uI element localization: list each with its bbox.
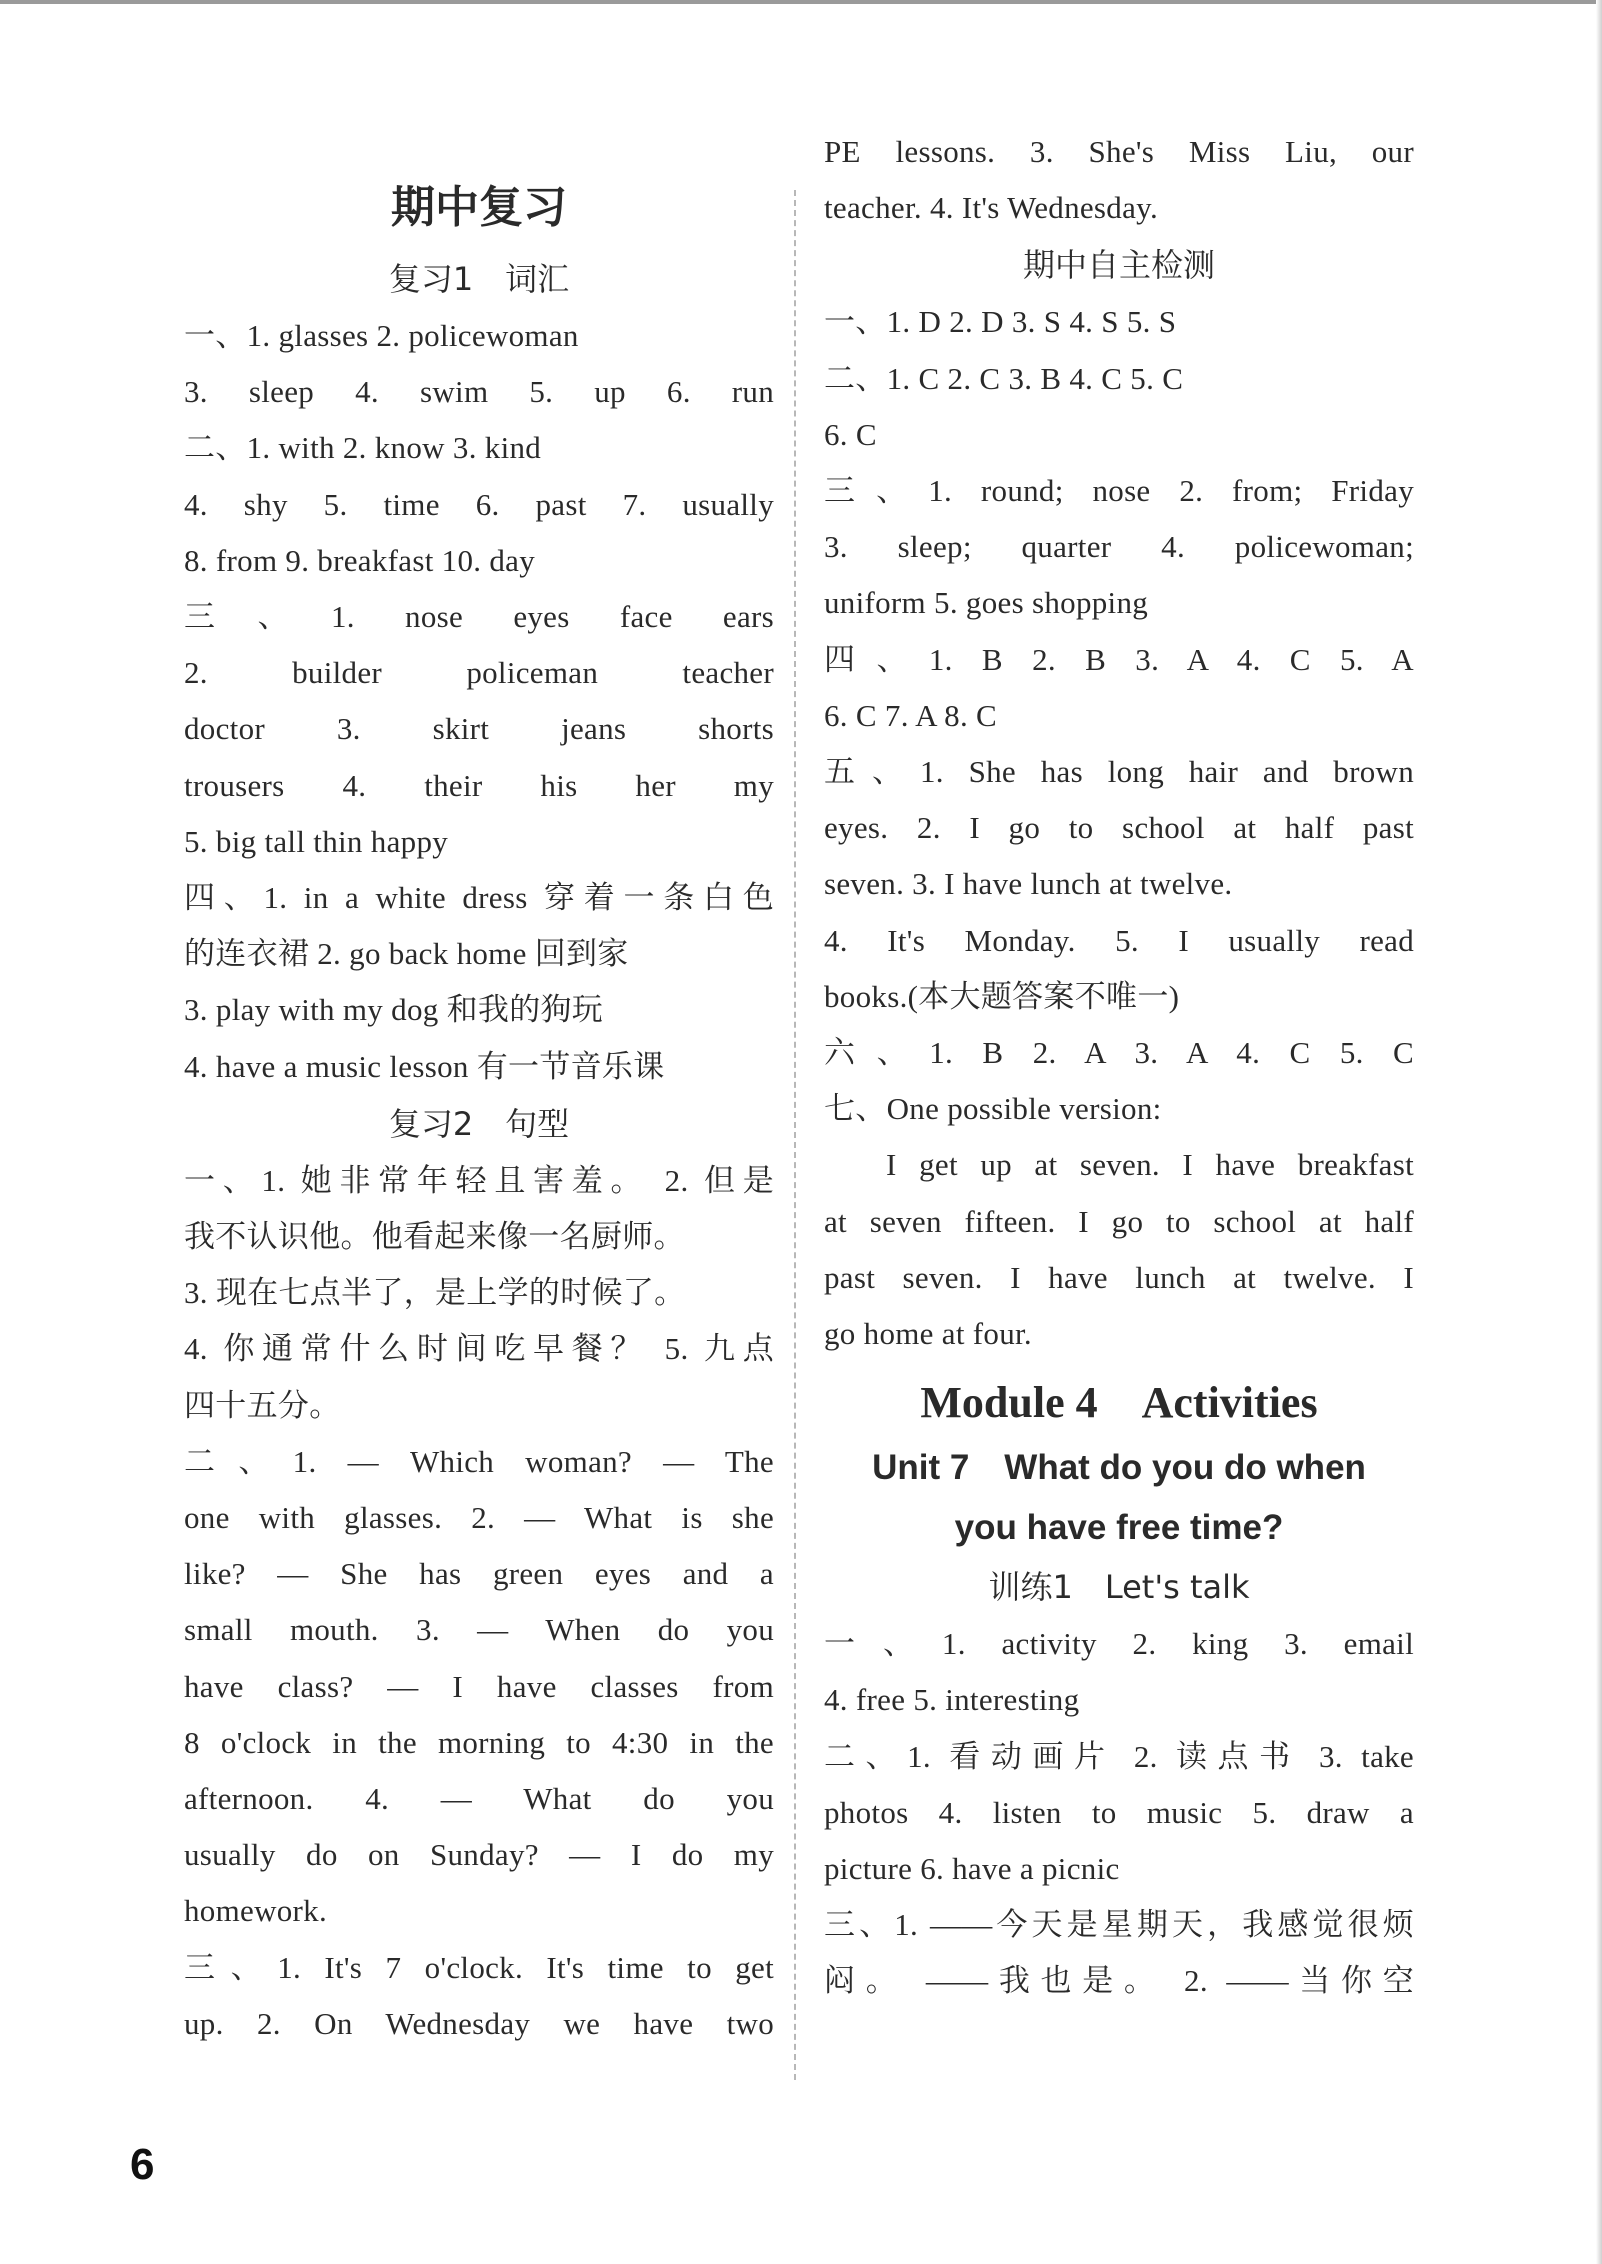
answer-line: books.(本大题答案不唯一) xyxy=(824,978,1180,1014)
essay-line: past seven. I have lunch at twelve. I xyxy=(824,1259,1414,1295)
answer-line: 一、1. activity 2. king 3. email xyxy=(824,1626,1414,1662)
answer-line: usually do on Sunday? — I do my xyxy=(184,1837,774,1873)
answer-line: PE lessons. 3. She's Miss Liu, our xyxy=(824,134,1414,169)
left-column xyxy=(184,178,774,2052)
answer-line: 三、1. ——今天是星期天，我感觉很烦 xyxy=(824,1907,1414,1943)
training-heading: 训练1 Let's talk xyxy=(988,1568,1250,1607)
review-2-answers xyxy=(184,1153,774,2052)
answer-line: one with glasses. 2. — What is she xyxy=(184,1500,774,1536)
answer-line: homework. xyxy=(184,1893,328,1929)
answer-line: photos 4. listen to music 5. draw a xyxy=(824,1794,1414,1830)
answer-line: 2. builder policeman teacher xyxy=(184,655,774,691)
answer-line: 4. shy 5. time 6. past 7. usually xyxy=(184,486,774,522)
answer-line: 8. from 9. breakfast 10. day xyxy=(184,542,536,578)
answer-line: 一、1. D 2. D 3. S 4. S 5. S xyxy=(824,304,1177,340)
review-1-heading: 复习1 词汇 xyxy=(388,260,570,298)
answer-line: small mouth. 3. — When do you xyxy=(184,1612,774,1648)
answer-line: 一、1. 她非常年轻且害羞。 2. 但是 xyxy=(184,1162,774,1198)
answer-line: 6. C xyxy=(824,416,877,452)
unit-title-line-1: Unit 7 What do you do when xyxy=(872,1448,1366,1488)
midterm-test-heading: 期中自主检测 xyxy=(1022,246,1215,285)
answer-line: 4. It's Monday. 5. I usually read xyxy=(824,922,1414,958)
answer-line: 四十五分。 xyxy=(184,1387,341,1423)
answer-line: 3. sleep; quarter 4. policewoman; xyxy=(824,529,1414,565)
answer-line: 三、1. round; nose 2. from; Friday xyxy=(824,473,1414,509)
answer-line: 5. big tall thin happy xyxy=(184,823,449,859)
essay-line: I get up at seven. I have breakfast xyxy=(886,1147,1414,1183)
section-title: 期中复习 xyxy=(391,182,567,233)
continued-answers xyxy=(824,124,1414,236)
answer-line: 3. 现在七点半了，是上学的时候了。 xyxy=(184,1275,686,1311)
module-title: Module 4 Activities xyxy=(920,1378,1318,1428)
answer-line: 二、1. with 2. know 3. kind xyxy=(184,430,542,466)
answer-line: 二、1. C 2. C 3. B 4. C 5. C xyxy=(824,360,1184,396)
answer-line: 闷。 ——我也是。 2. ——当你空 xyxy=(824,1963,1414,1999)
answer-line: 四、1. B 2. B 3. A 4. C 5. A xyxy=(824,641,1414,677)
answer-line: 的连衣裙 2. go back home 回到家 xyxy=(184,936,629,972)
essay-line: at seven fifteen. I go to school at half xyxy=(824,1203,1414,1239)
answer-line: 三、1. nose eyes face ears xyxy=(184,599,774,635)
page-right-edge xyxy=(1596,0,1602,2264)
answer-line: 6. C 7. A 8. C xyxy=(824,697,998,733)
answer-line: 五、1. She has long hair and brown xyxy=(824,754,1414,790)
answer-line: 我不认识他。他看起来像一名厨师。 xyxy=(184,1219,685,1255)
answer-line: 3. sleep 4. swim 5. up 6. run xyxy=(184,374,774,410)
answer-line: like? — She has green eyes and a xyxy=(184,1556,774,1592)
unit-title-line-2: you have free time? xyxy=(954,1508,1284,1548)
midterm-test-answers xyxy=(824,294,1414,1362)
right-column xyxy=(824,134,1414,2010)
answer-line: up. 2. On Wednesday we have two xyxy=(184,2005,774,2041)
answer-line: have class? — I have classes from xyxy=(184,1668,774,1704)
page-top-edge xyxy=(0,0,1602,4)
review-1-answers xyxy=(184,308,774,1095)
answer-line: 三、1. It's 7 o'clock. It's time to get xyxy=(184,1949,774,1985)
review-2-heading: 复习2 句型 xyxy=(388,1104,570,1143)
answer-line: eyes. 2. I go to school at half past xyxy=(824,810,1414,846)
answer-line: 二、1. — Which woman? — The xyxy=(184,1443,774,1479)
answer-line: 4. have a music lesson 有一节音乐课 xyxy=(184,1048,665,1084)
answer-line: 四、1. in a white dress 穿着一条白色 xyxy=(184,880,774,916)
answer-line: 4. 你通常什么时间吃早餐？ 5. 九点 xyxy=(184,1331,774,1367)
column-divider xyxy=(794,190,796,2080)
essay-line: go home at four. xyxy=(824,1316,1032,1352)
answer-line: uniform 5. goes shopping xyxy=(824,585,1149,621)
answer-line: 六、1. B 2. A 3. A 4. C 5. C xyxy=(824,1035,1414,1071)
answer-line: seven. 3. I have lunch at twelve. xyxy=(824,866,1233,902)
answer-line: doctor 3. skirt jeans shorts xyxy=(184,711,774,747)
answer-line: trousers 4. their his her my xyxy=(184,767,774,803)
answer-line: 8 o'clock in the morning to 4:30 in the xyxy=(184,1724,774,1760)
answer-line: 4. free 5. interesting xyxy=(824,1682,1080,1718)
answer-line: afternoon. 4. — What do you xyxy=(184,1781,774,1817)
answer-line: picture 6. have a picnic xyxy=(824,1851,1120,1887)
answer-line: teacher. 4. It's Wednesday. xyxy=(824,190,1158,226)
training-answers xyxy=(824,1616,1414,2009)
page-number: 6 xyxy=(130,2140,155,2189)
answer-line: 3. play with my dog 和我的狗玩 xyxy=(184,992,604,1028)
answer-line: 二、1. 看动画片 2. 读点书 3. take xyxy=(824,1738,1414,1774)
answer-line: 七、One possible version: xyxy=(824,1091,1162,1127)
answer-line: 一、1. glasses 2. policewoman xyxy=(184,318,579,353)
